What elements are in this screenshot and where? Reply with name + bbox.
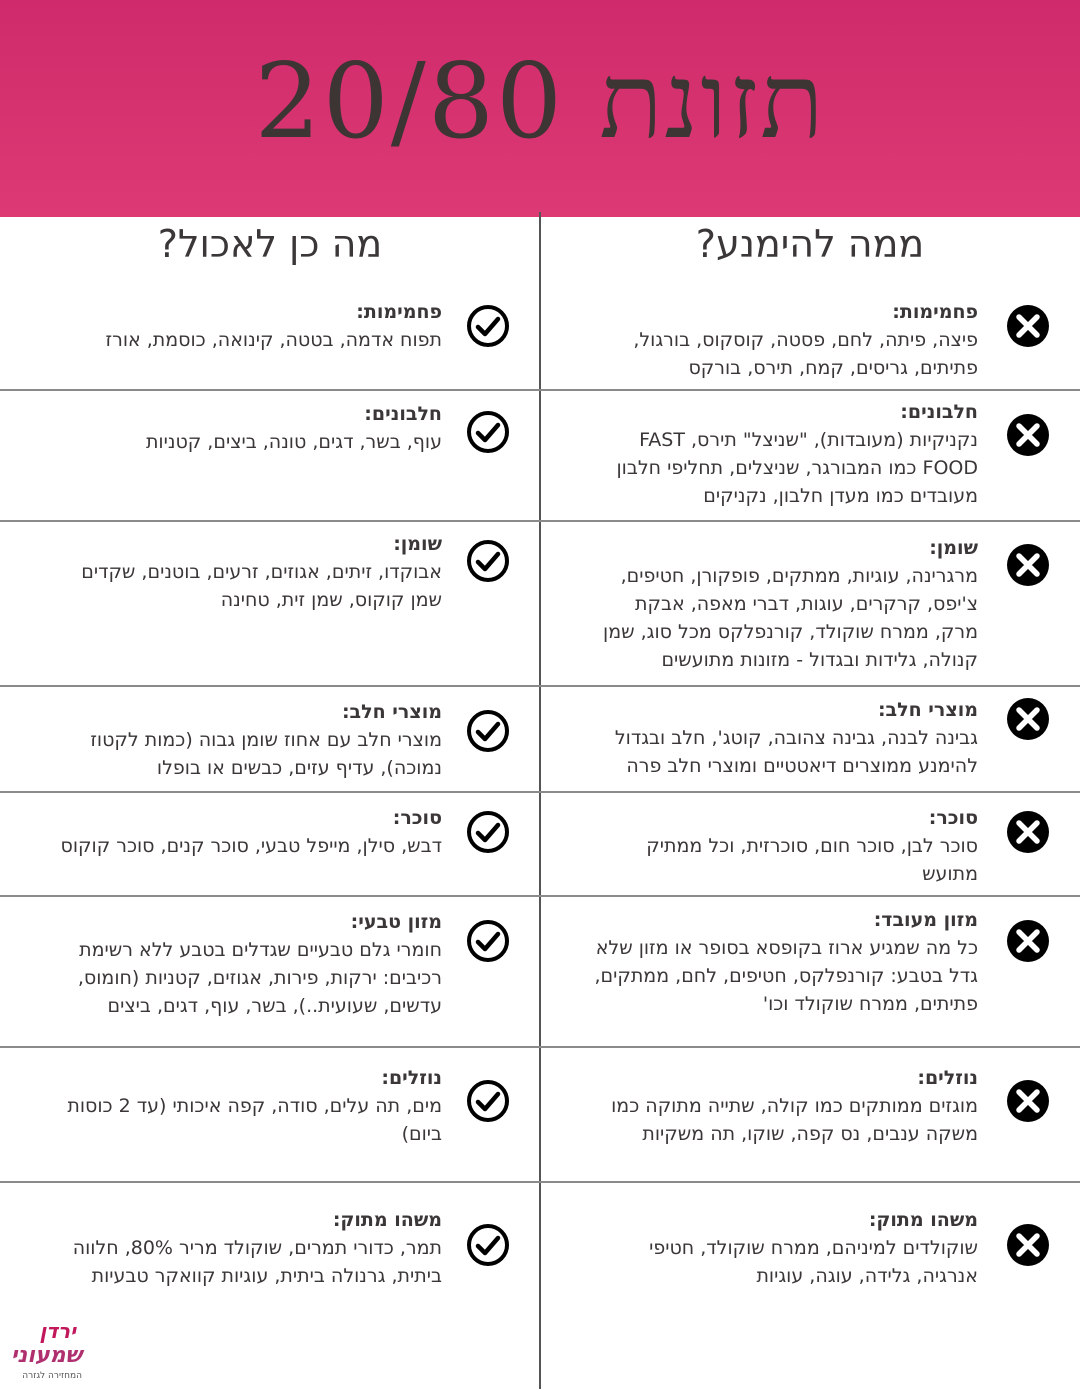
- row-separator: [0, 520, 1080, 522]
- x-circle-icon: [1006, 810, 1050, 854]
- avoid-label: נוזלים:: [917, 1067, 978, 1089]
- avoid-cell: [600, 1064, 978, 1148]
- eat-text: תמר, כדורי תמרים, שוקולד מריר 80%, חלווה ביתית, גרנולה ביתית, עוגיות קוואקר טבעיות: [72, 1237, 442, 1287]
- avoid-label: שומן:: [929, 537, 978, 559]
- avoid-cell: [600, 804, 978, 888]
- eat-label: שומן:: [393, 533, 442, 555]
- avoid-column-title: ממה להימנע?: [695, 222, 925, 266]
- avoid-text: כל מה שמגיע ארוז בקופסא בסופר או מזון שלא גדל בטבע: קורנפלקס, חטיפים, לחם, ממתקים, פתיתים, ממרח שוקולד וכו': [594, 937, 978, 1015]
- eat-text: מוצרי חלב עם אחוז שומן גבוה (כמות לקטוז נמוכה), עדיף עזים, כבשים או בופלו: [90, 729, 442, 779]
- eat-text: עוף, בשר, דגים, טונה, ביצים, קטניות: [145, 431, 442, 453]
- check-circle-icon: [466, 304, 510, 348]
- row-separator: [0, 685, 1080, 687]
- logo-name-line2: שמעוני: [10, 1343, 82, 1368]
- row-separator: [0, 895, 1080, 897]
- x-circle-icon: [1006, 413, 1050, 457]
- avoid-text: מוגזים ממותקים כמו קולה, שתייה מתוקה כמו משקה ענבים, נס קפה, שוקו, תה משקיות: [611, 1095, 978, 1145]
- eat-label: משהו מתוק:: [332, 1209, 442, 1231]
- avoid-label: מוצרי חלב:: [877, 699, 978, 721]
- check-circle-icon: [466, 539, 510, 583]
- check-circle-icon: [466, 410, 510, 454]
- eat-text: מים, תה עלים, סודה, קפה איכותי (עד 2 כוסות ביום): [67, 1095, 442, 1145]
- eat-label: מזון טבעי:: [350, 911, 442, 933]
- avoid-cell: [600, 398, 978, 510]
- x-circle-icon: [1006, 919, 1050, 963]
- avoid-text: שוקולדים למיניהם, ממרח שוקולד, חטיפי אנרגיה, גלידה, עוגה, עוגיות: [649, 1237, 978, 1287]
- avoid-label: פחמימות:: [892, 301, 978, 323]
- row-separator: [0, 791, 1080, 793]
- brand-logo: [10, 1316, 90, 1386]
- eat-cell: [60, 400, 442, 456]
- eat-label: סוכר:: [392, 807, 442, 829]
- check-circle-icon: [466, 810, 510, 854]
- avoid-cell: [590, 534, 978, 674]
- check-circle-icon: [466, 709, 510, 753]
- logo-tagline: המחזירה לגזרה: [22, 1371, 82, 1381]
- row-separator: [0, 389, 1080, 391]
- avoid-text: נקניקיות (מעובדות), "שניצל" תירס, FAST FOOD כמו המבורגר, שניצלים, תחליפי חלבון מעובדים כמו מעדן חלבון, נקניקים: [616, 429, 978, 507]
- avoid-cell: [600, 1206, 978, 1290]
- x-circle-icon: [1006, 1223, 1050, 1267]
- check-circle-icon: [466, 1223, 510, 1267]
- avoid-text: גבינה לבנה, גבינה צהובה, קוטג', חלב ובגדול להימנע ממוצרים דיאטטיים ומוצרי חלב פרה: [614, 727, 978, 777]
- avoid-cell: [600, 298, 978, 382]
- eat-column-title: מה כן לאכול?: [157, 222, 383, 266]
- x-circle-icon: [1006, 304, 1050, 348]
- check-circle-icon: [466, 919, 510, 963]
- check-circle-icon: [466, 1079, 510, 1123]
- avoid-label: מזון מעובד:: [873, 909, 978, 931]
- eat-cell: [60, 1064, 442, 1148]
- eat-text: חומרי גלם טבעיים שגדלים בטבע ללא רשימת רכיבים: ירקות, פירות, אגוזים, קטניות (חומוס, עדשים, שעועית..), בשר, עוף, דגים, ביצים: [77, 939, 442, 1017]
- x-circle-icon: [1006, 697, 1050, 741]
- avoid-label: חלבונים:: [900, 401, 978, 423]
- x-circle-icon: [1006, 1079, 1050, 1123]
- eat-cell: [50, 804, 442, 860]
- eat-text: דבש, סילן, מייפל טבעי, סוכר קנים, סוכר קוקוס: [60, 835, 442, 857]
- x-circle-icon: [1006, 543, 1050, 587]
- eat-label: פחמימות:: [356, 301, 442, 323]
- eat-label: נוזלים:: [381, 1067, 442, 1089]
- eat-text: תפוח אדמה, בטטה, קינואה, כוסמת, אורז: [105, 329, 442, 351]
- eat-label: חלבונים:: [364, 403, 442, 425]
- logo-name-line1: ירדן: [39, 1319, 76, 1343]
- eat-cell: [60, 908, 442, 1020]
- eat-cell: [60, 1206, 442, 1290]
- row-separator: [0, 1046, 1080, 1048]
- eat-label: מוצרי חלב:: [341, 701, 442, 723]
- header-banner: [0, 0, 1080, 217]
- avoid-text: סוכר לבן, סוכר חום, סוכרזית, וכל ממתיק מתועש: [646, 835, 978, 885]
- eat-cell: [60, 298, 442, 354]
- eat-cell: [60, 698, 442, 782]
- avoid-label: סוכר:: [928, 807, 978, 829]
- avoid-cell: [600, 696, 978, 780]
- row-separator: [0, 1181, 1080, 1183]
- page-title: תזונת 20/80: [254, 40, 826, 162]
- avoid-label: משהו מתוק:: [868, 1209, 978, 1231]
- eat-cell: [60, 530, 442, 614]
- avoid-text: מרגרינה, עוגיות, ממתקים, פופקורן, חטיפים, צ'יפס, קרקרים, עוגות, דברי מאפה, אבקת מרק, ממרח שוקולד, קורנפלקס מכל סוג, שמן קנולה, גלידות ובגדול - מזונות מתועשים: [603, 565, 978, 671]
- avoid-cell: [590, 906, 978, 1018]
- eat-text: אבוקדו, זיתים, אגוזים, זרעים, בוטנים, שקדים שמן קוקוס, שמן זית, טחינה: [81, 561, 442, 611]
- avoid-text: פיצה, פיתה, לחם, פסטה, קוסקוס, בורגול, פתיתים, גריסים, קמח, תירס, בורקס: [633, 329, 978, 379]
